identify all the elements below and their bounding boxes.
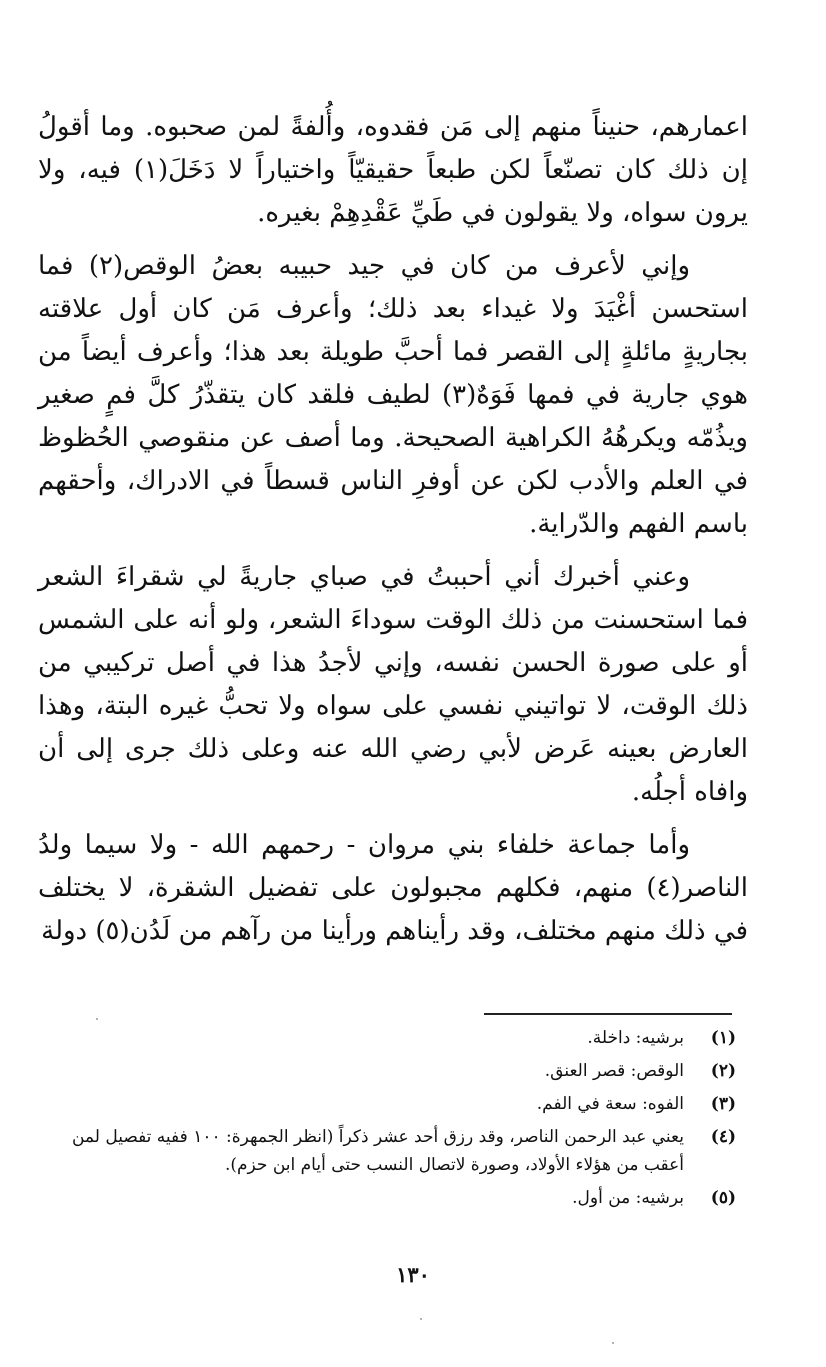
- footnote-text: برشيه: من أول.: [572, 1188, 684, 1208]
- paragraph-1: اعمارهم، حنيناً منهم إلى مَن فقدوه، وأُلفةً لمن صحبوه. وما أقولُ إن ذلك كان تصنّعاً لكن طبعاً حقيقيّاً واختياراً لا دَخَلَ(١) فيه، ولا يرون سواه، ولا يقولون في طَيِّ عَقْدِهِمْ بغيره.: [38, 112, 748, 228]
- footnote-4: [38, 1123, 736, 1179]
- footnotes: [38, 1024, 736, 1217]
- footnote-text: برشيه: داخلة.: [587, 1028, 684, 1048]
- footnote-number: (٣): [710, 1094, 736, 1114]
- footnote-separator: [484, 1013, 732, 1015]
- footnote-text: الوقص: قصر العنق.: [544, 1061, 684, 1081]
- footnote-3: [38, 1090, 736, 1118]
- paragraph-2: وإني لأعرف من كان في جيد حبيبه بعضُ الوقص(٢) فما استحسن أغْيَدَ ولا غيداء بعد ذلك؛ وأعرف مَن كان أول علاقته بجاريةٍ مائلةٍ إلى القصر فما أحبَّ طويلة بعد هذا؛ وأعرف أيضاً من هوي جارية في فمها فَوَهٌ(٣) لطيف فلقد كان يتقذّرُ كلَّ فمٍ صغير ويذُمّه ويكرهُهُ الكراهية الصحيحة. وما أصف عن منقوصي الحُظوظ في العلم والأدب لكن عن أوفرِ الناس قسطاً في الادراك، وأحقهم باسم الفهم والدّراية.: [38, 251, 748, 539]
- scan-speck: [420, 1318, 422, 1320]
- footnote-number: (٥): [710, 1188, 736, 1208]
- paragraph-4: وأما جماعة خلفاء بني مروان - رحمهم الله - ولا سيما ولدُ الناصر(٤) منهم، فكلهم مجبولون على تفضيل الشقرة، لا يختلف في ذلك منهم مختلف، وقد رأيناهم ورأينا من رآهم من لَدُن(٥) دولة: [38, 830, 748, 946]
- footnote-text: يعني عبد الرحمن الناصر، وقد رزق أحد عشر ذكراً (انظر الجمهرة: ١٠٠ ففيه تفصيل لمن أعقب من هؤلاء الأولاد، وصورة لاتصال النسب حتى أيام ابن حزم).: [71, 1127, 684, 1175]
- footnote-text: الفوه: سعة في الفم.: [536, 1094, 684, 1114]
- footnote-number: (١): [710, 1028, 736, 1048]
- footnote-number: (٢): [710, 1061, 736, 1081]
- footnote-5: [38, 1184, 736, 1212]
- main-text: [38, 106, 748, 953]
- footnote-1: [38, 1024, 736, 1052]
- footnote-2: [38, 1057, 736, 1085]
- scan-speck: [612, 1342, 614, 1344]
- scan-speck: [96, 1018, 98, 1020]
- footnote-number: (٤): [710, 1127, 736, 1147]
- paragraph-3: وعني أخبرك أني أحببتُ في صباي جاريةً لي شقراءَ الشعر فما استحسنت من ذلك الوقت سوداءَ الشعر، ولو أنه على الشمس أو على صورة الحسن نفسه، وإني لأجدُ هذا في أصل تركيبي من ذلك الوقت، لا تواتيني نفسي على سواه ولا تحبُّ غيره البتة، وهذا العارض بعينه عَرض لأبي رضي الله عنه وعلى ذلك جرى إلى أن وافاه أجلُه.: [38, 562, 749, 807]
- page-number: ١٣٠: [396, 1262, 430, 1287]
